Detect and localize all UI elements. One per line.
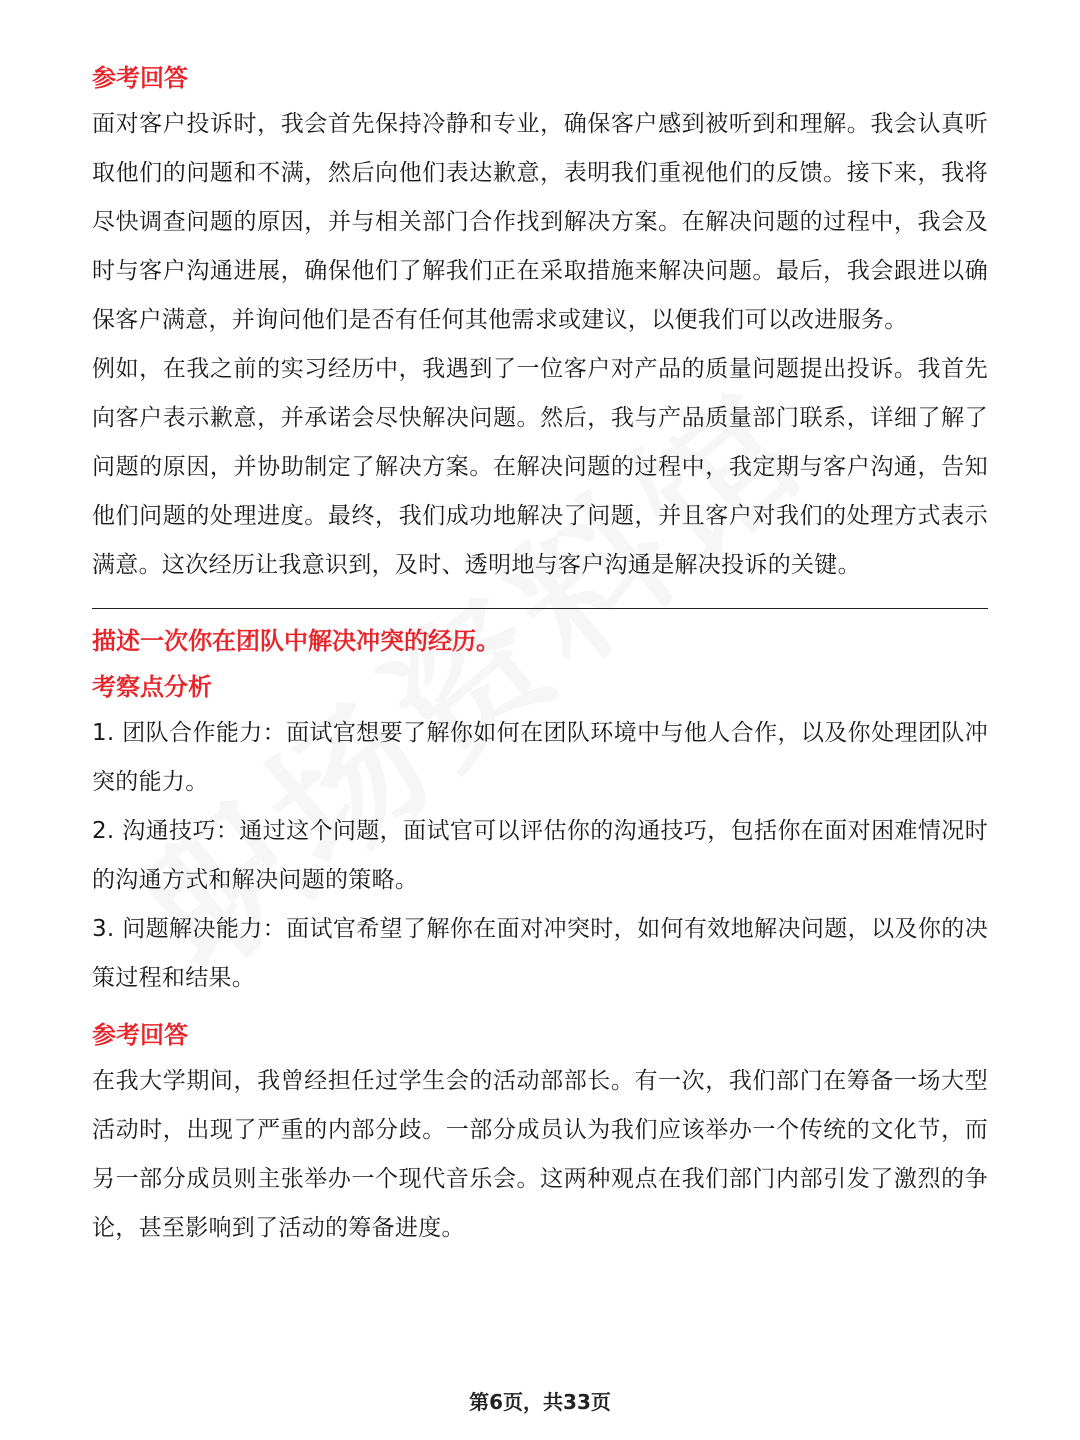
page-number: 第6页，共33页 [469, 1390, 611, 1414]
analysis-point-3: 3. 问题解决能力：面试官希望了解你在面对冲突时，如何有效地解决问题，以及你的决策过程和结果。 [92, 916, 988, 991]
analysis-point-1: 1. 团队合作能力：面试官想要了解你如何在团队环境中与他人合作，以及你处理团队冲突的能力。 [92, 720, 988, 795]
section-divider [92, 608, 988, 609]
answer-paragraph-2: 例如，在我之前的实习经历中，我遇到了一位客户对产品的质量问题提出投诉。我首先向客户表示歉意，并承诺会尽快解决问题。然后，我与产品质量部门联系，详细了解了问题的原因，并协助制定了解决方案。在解决问题的过程中，我定期与客户沟通，告知他们问题的处理进度。最终，我们成功地解决了问题，并且客户对我们的处理方式表示满意。这次经历让我意识到，及时、透明地与客户沟通是解决投诉的关键。 [92, 356, 988, 578]
answer-paragraph-1: 面对客户投诉时，我会首先保持冷静和专业，确保客户感到被听到和理解。我会认真听取他们的问题和不满，然后向他们表达歉意，表明我们重视他们的反馈。接下来，我将尽快调查问题的原因，并与相关部门合作找到解决方案。在解决问题的过程中，我会及时与客户沟通进展，确保他们了解我们正在采取措施来解决问题。最后，我会跟进以确保客户满意，并询问他们是否有任何其他需求或建议，以便我们可以改进服务。 [92, 111, 988, 333]
answer-paragraph-3: 在我大学期间，我曾经担任过学生会的活动部部长。有一次，我们部门在筹备一场大型活动时，出现了严重的内部分歧。一部分成员认为我们应该举办一个传统的文化节，而另一部分成员则主张举办一个现代音乐会。这两种观点在我们部门内部引发了激烈的争论，甚至影响到了活动的筹备进度。 [92, 1068, 988, 1241]
answer-heading-1: 参考回答 [92, 64, 188, 92]
question-title: 描述一次你在团队中解决冲突的经历。 [92, 627, 500, 655]
answer-heading-2: 参考回答 [92, 1021, 188, 1049]
analysis-heading: 考察点分析 [92, 673, 212, 701]
document-page [92, 60, 988, 1253]
analysis-point-2: 2. 沟通技巧：通过这个问题，面试官可以评估你的沟通技巧，包括你在面对困难情况时的沟通方式和解决问题的策略。 [92, 818, 988, 893]
